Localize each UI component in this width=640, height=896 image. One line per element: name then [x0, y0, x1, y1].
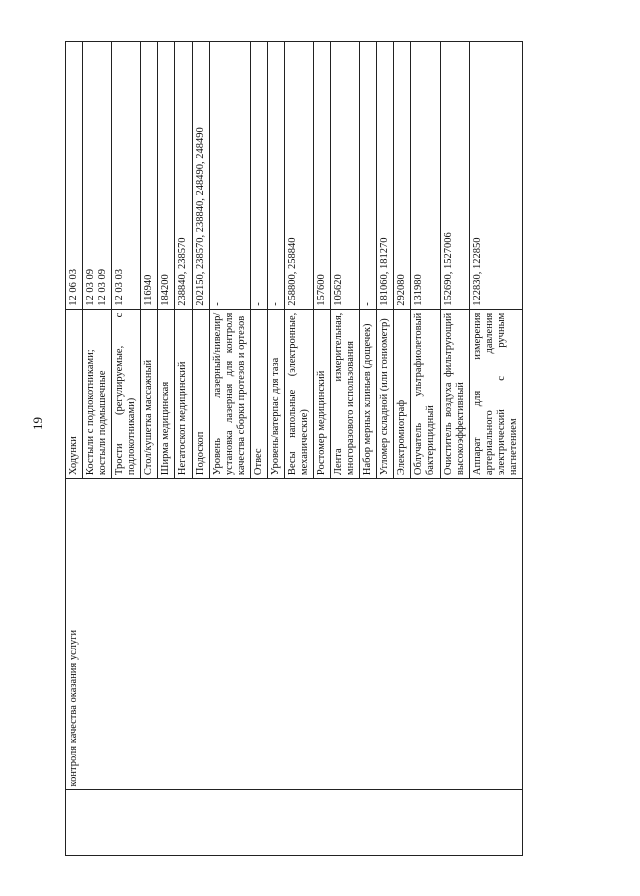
table-row	[66, 42, 83, 856]
equipment-code-cell: 181060, 181270	[377, 42, 394, 310]
equipment-code-cell: 157600	[314, 42, 331, 310]
equipment-code-cell: 131980	[411, 42, 440, 310]
equipment-code-cell: 12 03 09 12 03 09	[83, 42, 112, 310]
equipment-name-cell: Лента измерительная, многоразового использования	[331, 309, 360, 478]
equipment-code-cell: 122830, 122850	[469, 42, 522, 310]
equipment-name-cell: Угломер складной (или гониометр)	[377, 309, 394, 478]
equipment-code-cell: -	[360, 42, 377, 310]
equipment-table	[65, 41, 523, 856]
equipment-name-cell: Уровень лазерный/нивелир/установка лазерная для контроля качества сборки протезов и ортезов	[209, 309, 250, 478]
equipment-code-cell: -	[250, 42, 267, 310]
equipment-name-cell: Аппарат для измерения артериального давления электрический с ручным нагнетением	[469, 309, 522, 478]
equipment-code-cell: 238840, 238570	[175, 42, 192, 310]
equipment-name-cell: Негатоскоп медицинский	[175, 309, 192, 478]
equipment-name-cell: Ходунки	[66, 309, 83, 478]
equipment-code-cell: 105620	[331, 42, 360, 310]
equipment-name-cell: Облучатель ультрафиолетовый бактерицидный	[411, 309, 440, 478]
equipment-name-cell: Костыли с подлокотниками; костыли подмышечные	[83, 309, 112, 478]
equipment-code-cell: 116940	[141, 42, 158, 310]
equipment-name-cell: Очиститель воздуха фильтрующий высокоэффективный	[440, 309, 469, 478]
equipment-code-cell: 258800, 258840	[284, 42, 313, 310]
equipment-name-cell: Электромиограф	[394, 309, 411, 478]
equipment-code-cell: 152690, 1527006	[440, 42, 469, 310]
equipment-code-cell: -	[267, 42, 284, 310]
equipment-name-cell: Подоскоп	[192, 309, 209, 478]
rotated-table-container	[65, 41, 605, 856]
equipment-name-cell: Стол/кушетка массажный	[141, 309, 158, 478]
equipment-name-cell: Уровень/ватерпас для таза	[267, 309, 284, 478]
equipment-code-cell: 12 03 03	[112, 42, 141, 310]
page-number: 19	[30, 417, 45, 430]
equipment-name-cell: Отвес	[250, 309, 267, 478]
equipment-code-cell: 184200	[158, 42, 175, 310]
equipment-name-cell: Весы напольные (электронные, механические)	[284, 309, 313, 478]
blank-left-column	[66, 790, 523, 856]
equipment-name-cell: Набор мерных клиньев (дощечек)	[360, 309, 377, 478]
equipment-code-cell: 202150, 238570, 238840, 248490, 248490	[192, 42, 209, 310]
equipment-name-cell: Ширма медицинская	[158, 309, 175, 478]
equipment-code-cell: 12 06 03	[66, 42, 83, 310]
equipment-name-cell: Трости (регулируемые, с подлокотниками)	[112, 309, 141, 478]
equipment-code-cell: -	[209, 42, 250, 310]
equipment-code-cell: 292080	[394, 42, 411, 310]
equipment-name-cell: Ростомер медицинский	[314, 309, 331, 478]
section-label-cell: контроля качества оказания услуги	[66, 479, 523, 790]
